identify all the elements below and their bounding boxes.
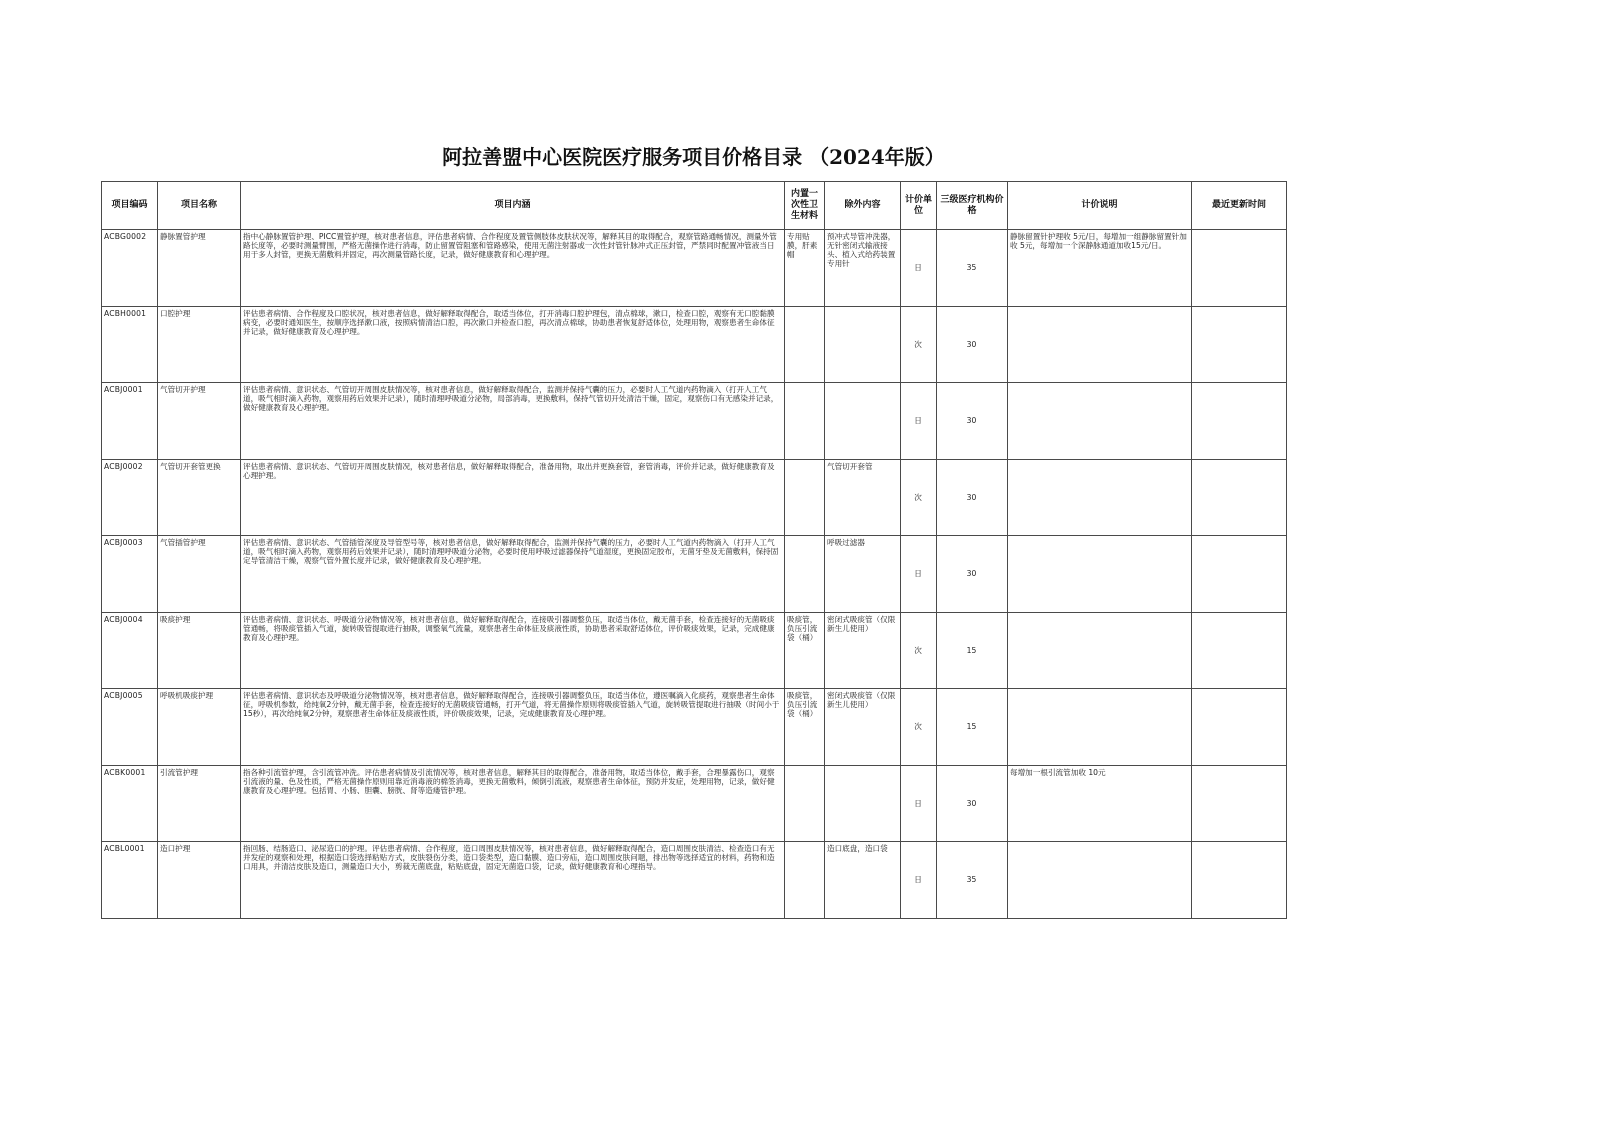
cell-unit: 次 (901, 612, 937, 689)
cell-code: ACBJ0002 (102, 459, 158, 536)
cell-price: 30 (937, 536, 1008, 613)
cell-exclusion (825, 765, 901, 842)
cell-updated (1192, 612, 1287, 689)
cell-unit: 日 (901, 765, 937, 842)
cell-name: 气管插管护理 (158, 536, 241, 613)
cell-material: 吸痰管，负压引流袋（桶） (785, 612, 825, 689)
header-name: 项目名称 (158, 182, 241, 230)
cell-exclusion: 预冲式导管冲洗器，无针密闭式输液接头、植入式给药装置专用针 (825, 230, 901, 307)
cell-exclusion: 密闭式吸痰管（仅限新生儿使用） (825, 689, 901, 766)
cell-code: ACBH0001 (102, 306, 158, 383)
cell-note: 静脉留置针护理收 5元/日，每增加一组静脉留置针加收 5元，每增加一个深静脉通道加收15元/日。 (1008, 230, 1192, 307)
cell-material (785, 459, 825, 536)
cell-updated (1192, 306, 1287, 383)
cell-material (785, 765, 825, 842)
table-row (102, 842, 1287, 919)
cell-price: 30 (937, 459, 1008, 536)
header-exclusion: 除外内容 (825, 182, 901, 230)
table-row (102, 689, 1287, 766)
header-price: 三级医疗机构价格 (937, 182, 1008, 230)
cell-price: 30 (937, 765, 1008, 842)
cell-updated (1192, 383, 1287, 460)
cell-code: ACBG0002 (102, 230, 158, 307)
cell-material (785, 536, 825, 613)
cell-note (1008, 306, 1192, 383)
cell-code: ACBJ0004 (102, 612, 158, 689)
cell-exclusion: 密闭式吸痰管（仅限新生儿使用） (825, 612, 901, 689)
cell-updated (1192, 689, 1287, 766)
cell-note (1008, 459, 1192, 536)
table-row (102, 459, 1287, 536)
cell-content: 评估患者病情、合作程度及口腔状况，核对患者信息，做好解释取得配合，取适当体位，打开消毒口腔护理包，清点棉球，漱口，检查口腔，观察有无口腔黏膜病变，必要时通知医生，按顺序选择漱口液，按照病情清洁口腔，再次漱口并检查口腔，再次清点棉球，协助患者恢复舒适体位，处理用物，观察患者生命体征并记录，做好健康教育及心理护理。 (241, 306, 785, 383)
cell-name: 吸痰护理 (158, 612, 241, 689)
header-code: 项目编码 (102, 182, 158, 230)
cell-note (1008, 689, 1192, 766)
cell-exclusion: 造口底盘，造口袋 (825, 842, 901, 919)
cell-name: 呼吸机吸痰护理 (158, 689, 241, 766)
cell-name: 引流管护理 (158, 765, 241, 842)
cell-name: 气管切开套管更换 (158, 459, 241, 536)
price-table (101, 181, 1287, 919)
cell-content: 评估患者病情、意识状态、气管切开周围皮肤情况，核对患者信息，做好解释取得配合，准备用物，取出并更换套管，套管消毒，评价并记录，做好健康教育及心理护理。 (241, 459, 785, 536)
cell-content: 评估患者病情、意识状态、气管插管深度及导管型号等，核对患者信息，做好解释取得配合，监测并保持气囊的压力，必要时人工气道内药物滴入（打开人工气道，吸气相时滴入药物，观察用药后效果并记录），随时清理呼吸道分泌物，必要时使用呼吸过滤器保持气道湿度，更换固定胶布，无菌牙垫及无菌敷料，保持固定导管清洁干燥，观察气管外置长度并记录，做好健康教育及心理护理。 (241, 536, 785, 613)
table-row (102, 765, 1287, 842)
cell-note (1008, 383, 1192, 460)
cell-exclusion (825, 306, 901, 383)
cell-content: 指回肠、结肠造口、泌尿造口的护理。评估患者病情、合作程度，造口周围皮肤情况等，核对患者信息，做好解释取得配合，造口周围皮肤清洁、检查造口有无并发症的观察和处理，根据造口袋选择粘贴方式，皮肤裂伤分类，造口袋类型，造口黏膜、造口旁疝，造口周围皮肤问题，排出物等选择适宜的材料，药物和造口用具，并清洁皮肤及造口，测量造口大小，剪裁无菌底盘，粘贴底盘，固定无菌造口袋，记录，做好健康教育和心理指导。 (241, 842, 785, 919)
cell-unit: 日 (901, 383, 937, 460)
cell-material: 专用贴膜，肝素帽 (785, 230, 825, 307)
cell-note (1008, 842, 1192, 919)
cell-updated (1192, 765, 1287, 842)
cell-price: 15 (937, 689, 1008, 766)
cell-price: 15 (937, 612, 1008, 689)
cell-price: 35 (937, 842, 1008, 919)
cell-code: ACBJ0005 (102, 689, 158, 766)
header-unit: 计价单位 (901, 182, 937, 230)
cell-code: ACBJ0001 (102, 383, 158, 460)
header-note: 计价说明 (1008, 182, 1192, 230)
cell-code: ACBJ0003 (102, 536, 158, 613)
header-material: 内置一次性卫生材料 (785, 182, 825, 230)
header-content: 项目内涵 (241, 182, 785, 230)
cell-updated (1192, 536, 1287, 613)
cell-exclusion: 呼吸过滤器 (825, 536, 901, 613)
cell-price: 30 (937, 383, 1008, 460)
cell-name: 口腔护理 (158, 306, 241, 383)
cell-material (785, 842, 825, 919)
cell-updated (1192, 230, 1287, 307)
cell-unit: 日 (901, 536, 937, 613)
cell-updated (1192, 459, 1287, 536)
cell-price: 30 (937, 306, 1008, 383)
cell-exclusion: 气管切开套管 (825, 459, 901, 536)
cell-content: 指中心静脉置管护理、PICC置管护理，核对患者信息，评估患者病情、合作程度及置管侧肢体皮肤状况等，解释其目的取得配合，观察管路通畅情况，测量外管路长度等，必要时测量臂围，严格无菌操作进行消毒，防止留置管阻塞和管路感染，使用无菌注射器或一次性封管针脉冲式正压封管，严禁同时配置冲管液当日用于多人封管，更换无菌敷料并固定，再次测量管路长度，记录，做好健康教育和心理护理。 (241, 230, 785, 307)
cell-exclusion (825, 383, 901, 460)
page-title: 阿拉善盟中心医院医疗服务项目价格目录 （2024年版） (442, 145, 945, 169)
cell-price: 35 (937, 230, 1008, 307)
cell-material: 吸痰管，负压引流袋（桶） (785, 689, 825, 766)
cell-code: ACBL0001 (102, 842, 158, 919)
cell-unit: 次 (901, 459, 937, 536)
table-row (102, 383, 1287, 460)
table-row (102, 536, 1287, 613)
table-header-row (102, 182, 1287, 230)
cell-unit: 日 (901, 230, 937, 307)
cell-note (1008, 536, 1192, 613)
cell-unit: 次 (901, 689, 937, 766)
cell-unit: 日 (901, 842, 937, 919)
cell-note (1008, 612, 1192, 689)
cell-name: 气管切开护理 (158, 383, 241, 460)
cell-unit: 次 (901, 306, 937, 383)
cell-updated (1192, 842, 1287, 919)
header-updated: 最近更新时间 (1192, 182, 1287, 230)
table-row (102, 230, 1287, 307)
cell-content: 评估患者病情、意识状态及呼吸道分泌物情况等，核对患者信息，做好解释取得配合，连接吸引器调整负压，取适当体位，遵医嘱滴入化痰药，观察患者生命体征，呼吸机参数，给纯氧2分钟，戴无菌手套，检查连接好的无菌吸痰管通畅，打开气道，将无菌操作原则将吸痰管插入气道，旋转吸管提取进行抽吸（时间小于15秒），再次给纯氧2分钟，观察患者生命体征及痰液性质，评价吸痰效果，记录，完成健康教育及心理护理。 (241, 689, 785, 766)
cell-name: 静脉置管护理 (158, 230, 241, 307)
cell-content: 指各种引流管护理，含引流管冲洗。评估患者病情及引流情况等，核对患者信息，解释其目的取得配合，准备用物，取适当体位，戴手套，合理暴露伤口，观察引流液的量、色及性质，严格无菌操作原则用靠近消毒液的棉签消毒，更换无菌敷料，倾倒引流液，观察患者生命体征，预防并发症，处理用物，记录，做好健康教育及心理护理。包括胃、小肠、胆囊、膀胱、肾等造瘘管护理。 (241, 765, 785, 842)
cell-content: 评估患者病情、意识状态、呼吸道分泌物情况等，核对患者信息，做好解释取得配合，连接吸引器调整负压，取适当体位，戴无菌手套，检查连接好的无菌吸痰管通畅，将吸痰管插入气道，旋转吸管提取进行抽吸，调整氧气流量，观察患者生命体征及痰液性质，协助患者采取舒适体位，评价吸痰效果，记录，完成健康教育及心理护理。 (241, 612, 785, 689)
table-row (102, 612, 1287, 689)
cell-code: ACBK0001 (102, 765, 158, 842)
cell-content: 评估患者病情、意识状态、气管切开周围皮肤情况等，核对患者信息，做好解释取得配合，监测并保持气囊的压力，必要时人工气道内药物滴入（打开人工气道，吸气相时滴入药物，观察用药后效果并记录），随时清理呼吸道分泌物，局部消毒，更换敷料，保持气管切开处清洁干燥，固定，观察伤口有无感染并记录，做好健康教育及心理护理。 (241, 383, 785, 460)
cell-note: 每增加一根引流管加收 10元 (1008, 765, 1192, 842)
cell-material (785, 383, 825, 460)
table-row (102, 306, 1287, 383)
cell-material (785, 306, 825, 383)
cell-name: 造口护理 (158, 842, 241, 919)
